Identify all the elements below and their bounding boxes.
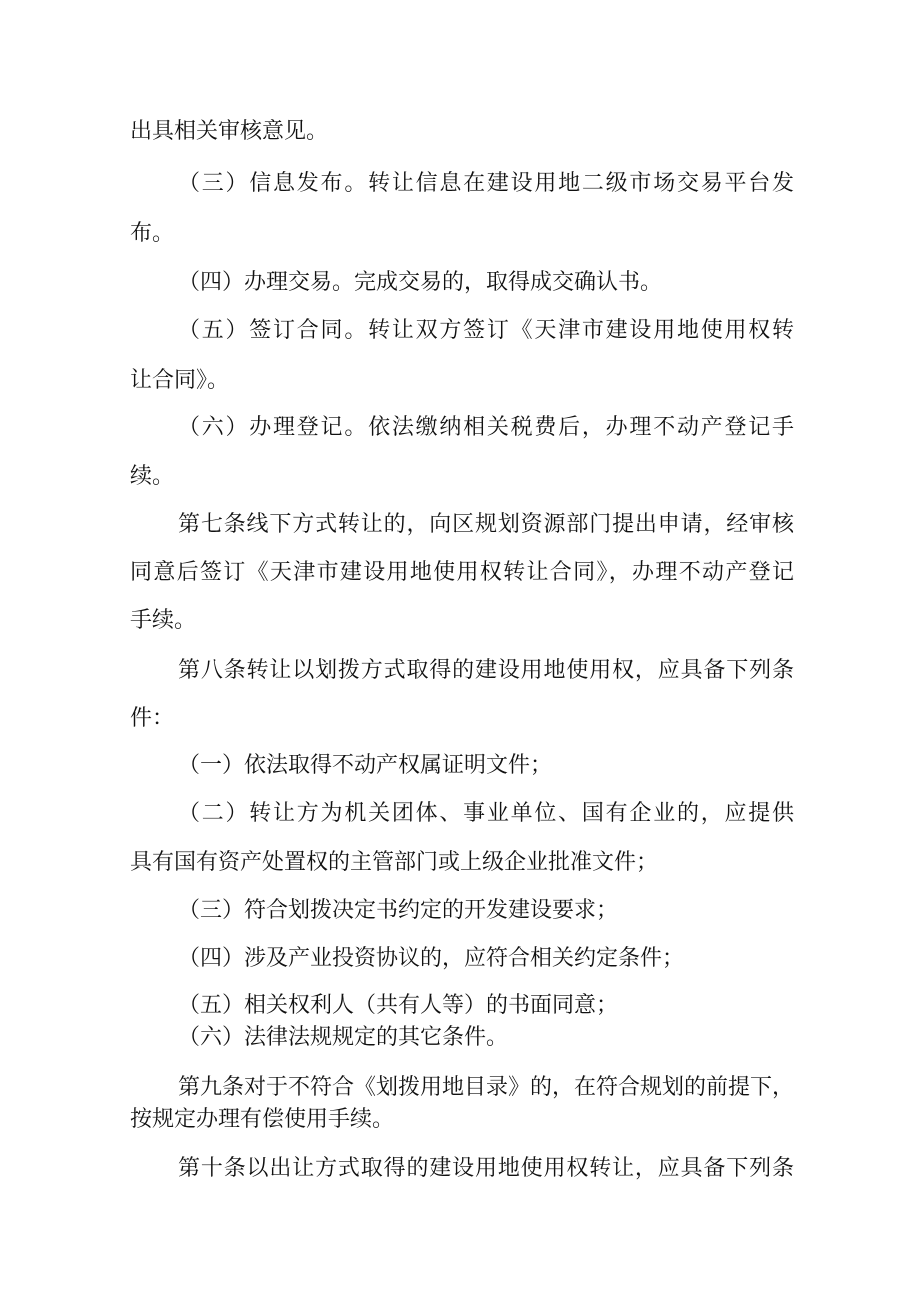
- text-line: 第七条线下方式转让的，向区规划资源部门提出申请，经审核: [178, 512, 794, 537]
- text-line: （四）涉及产业投资协议的，应符合相关约定条件；: [178, 946, 685, 971]
- text-line: 出具相关审核意见。: [130, 119, 329, 144]
- text-line: （一）依法取得不动产权属证明文件；: [178, 753, 553, 778]
- text-line: 布。: [130, 221, 175, 246]
- text-line: 具有国有资产处置权的主管部门或上级企业批准文件；: [130, 850, 659, 875]
- text-line: 同意后签订《天津市建设用地使用权转让合同》，办理不动产登记: [130, 560, 794, 585]
- text-line: （四）办理交易。完成交易的，取得成交确认书。: [178, 270, 663, 295]
- text-line: 第八条转让以划拨方式取得的建设用地使用权，应具备下列条: [178, 658, 794, 683]
- text-line: 第九条对于不符合《划拨用地目录》的，在符合规划的前提下，: [178, 1075, 795, 1100]
- text-line: （六）办理登记。依法缴纳相关税费后，办理不动产登记手: [178, 415, 794, 440]
- text-line: 按规定办理有偿使用手续。: [130, 1107, 395, 1132]
- text-line: 让合同》。: [130, 368, 230, 393]
- text-line: （五）签订合同。转让双方签订《天津市建设用地使用权转: [178, 318, 794, 343]
- text-line: （二）转让方为机关团体、事业单位、国有企业的，应提供: [178, 801, 794, 826]
- text-line: （三）符合划拨决定书约定的开发建设要求；: [178, 898, 619, 923]
- text-line: 件：: [130, 706, 175, 731]
- text-line: （六）法律法规规定的其它条件。: [178, 1025, 509, 1050]
- text-line: 续。: [130, 464, 175, 489]
- text-line: 第十条以出让方式取得的建设用地使用权转让，应具备下列条: [178, 1156, 794, 1181]
- text-line: （五）相关权利人（共有人等）的书面同意；: [178, 993, 619, 1018]
- text-line: 手续。: [130, 608, 197, 633]
- text-line: （三）信息发布。转让信息在建设用地二级市场交易平台发: [178, 171, 794, 196]
